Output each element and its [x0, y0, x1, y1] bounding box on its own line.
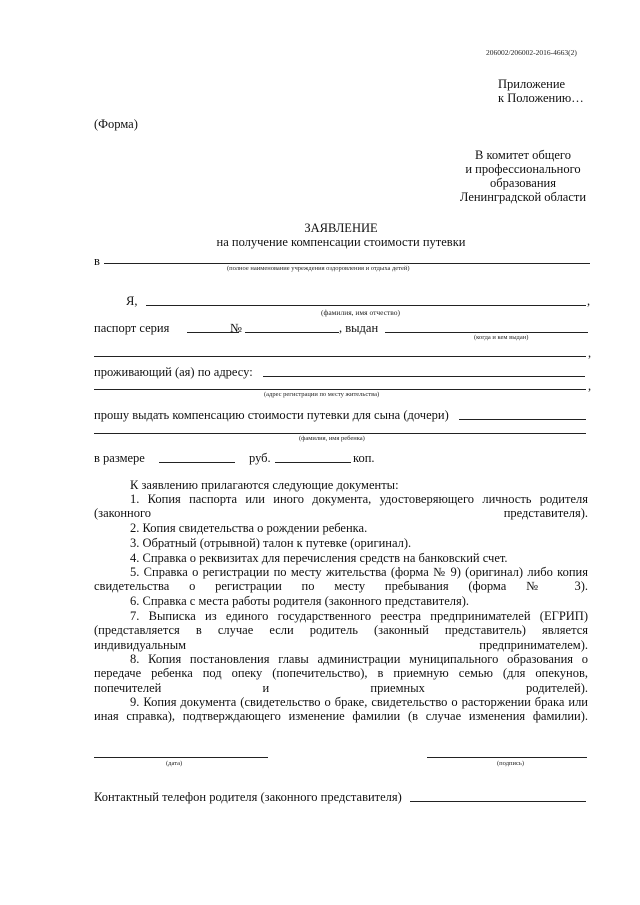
passport-issued-field[interactable]	[385, 332, 588, 333]
addressee-line2: и профессионального	[465, 162, 581, 176]
attachment-item-4: 4. Справка о реквизитах для перечисления средств на банковский счет.	[130, 551, 508, 565]
addressee-line3: образования	[490, 176, 556, 190]
amount-kop-label: коп.	[353, 451, 375, 465]
attachment-item-8: 8. Копия постановления главы администрации муниципального образования о передаче ребенка под опеку (попечительство), в приемную семью (для опекунов, попечителей и приемных родителей).	[94, 652, 588, 695]
addressee-line4: Ленинградской области	[459, 190, 587, 204]
address-label: проживающий (ая) по адресу:	[94, 365, 253, 379]
passport-issued-field-continuation[interactable]	[94, 356, 586, 357]
document-title: ЗАЯВЛЕНИЕ	[304, 221, 378, 235]
address-caption: (адрес регистрации по месту жительства)	[264, 391, 380, 398]
attachment-item-3: 3. Обратный (отрывной) талон к путевке (оригинал).	[130, 536, 412, 550]
request-text: прошу выдать компенсацию стоимости путевки для сына (дочери)	[94, 408, 449, 422]
address-field-continuation[interactable]	[94, 389, 586, 390]
applicant-prefix: Я,	[126, 294, 138, 308]
document-subtitle: на получение компенсации стоимости путевки	[216, 235, 466, 249]
signature-caption: (подпись)	[497, 760, 524, 767]
child-name-field-continuation[interactable]	[94, 433, 586, 434]
amount-label: в размере	[94, 451, 145, 465]
attachment-item-9: 9. Копия документа (свидетельство о браке, свидетельство о расторжении брака или иная справка), подтверждающего изменение фамилии (в случае изменения фамилии).	[94, 695, 588, 724]
address-field[interactable]	[263, 376, 585, 377]
appendix-line2: к Положению…	[498, 91, 584, 105]
date-caption: (дата)	[166, 760, 183, 767]
amount-kop-field[interactable]	[275, 462, 351, 463]
attachment-item-1: 1. Копия паспорта или иного документа, удостоверяющего личность родителя (законного представителя).	[94, 492, 588, 521]
institution-caption: (полное наименование учреждения оздоровления и отдыха детей)	[227, 265, 410, 272]
passport-comma: ,	[588, 346, 592, 360]
signature-field[interactable]	[427, 757, 587, 758]
passport-series-label: паспорт серия	[94, 321, 170, 335]
amount-rub-field[interactable]	[159, 462, 235, 463]
applicant-name-field[interactable]	[146, 305, 586, 306]
institution-prefix: в	[94, 254, 100, 268]
contact-phone-field[interactable]	[410, 801, 586, 802]
attachment-item-2: 2. Копия свидетельства о рождении ребенка.	[130, 521, 368, 535]
date-field[interactable]	[94, 757, 268, 758]
passport-caption: (когда и кем выдан)	[474, 334, 529, 341]
child-name-field[interactable]	[459, 419, 586, 420]
form-label: (Форма)	[94, 117, 138, 131]
attachment-item-5: 5. Справка о регистрации по месту жительства (форма № 9) (оригинал) либо копия свидетельства о регистрации по месту пребывания (форма № 3).	[94, 565, 588, 594]
passport-number-label: №	[230, 321, 242, 335]
attachment-item-6: 6. Справка с места работы родителя (законного представителя).	[130, 594, 470, 608]
applicant-caption: (фамилия, имя отчество)	[321, 308, 401, 317]
passport-issued-label: , выдан	[339, 321, 379, 335]
document-id: 206002/206002-2016-4663(2)	[486, 48, 577, 57]
addressee-line1: В комитет общего	[475, 148, 571, 162]
passport-number-field[interactable]	[245, 332, 339, 333]
attachment-item-7: 7. Выписка из единого государственного реестра предпринимателей (ЕГРИП) (представляется в случае если родитель (законный представитель) является индивидуальным предпринимателем).	[94, 609, 588, 652]
contact-phone-label: Контактный телефон родителя (законного представителя)	[94, 790, 402, 804]
amount-rub-label: руб.	[249, 451, 271, 465]
attachments-intro: К заявлению прилагаются следующие документы:	[130, 478, 399, 492]
institution-field[interactable]	[104, 263, 590, 264]
address-comma: ,	[588, 379, 592, 393]
applicant-comma: ,	[587, 294, 591, 308]
request-caption: (фамилия, имя ребенка)	[299, 435, 365, 442]
appendix-line1: Приложение	[498, 77, 566, 91]
